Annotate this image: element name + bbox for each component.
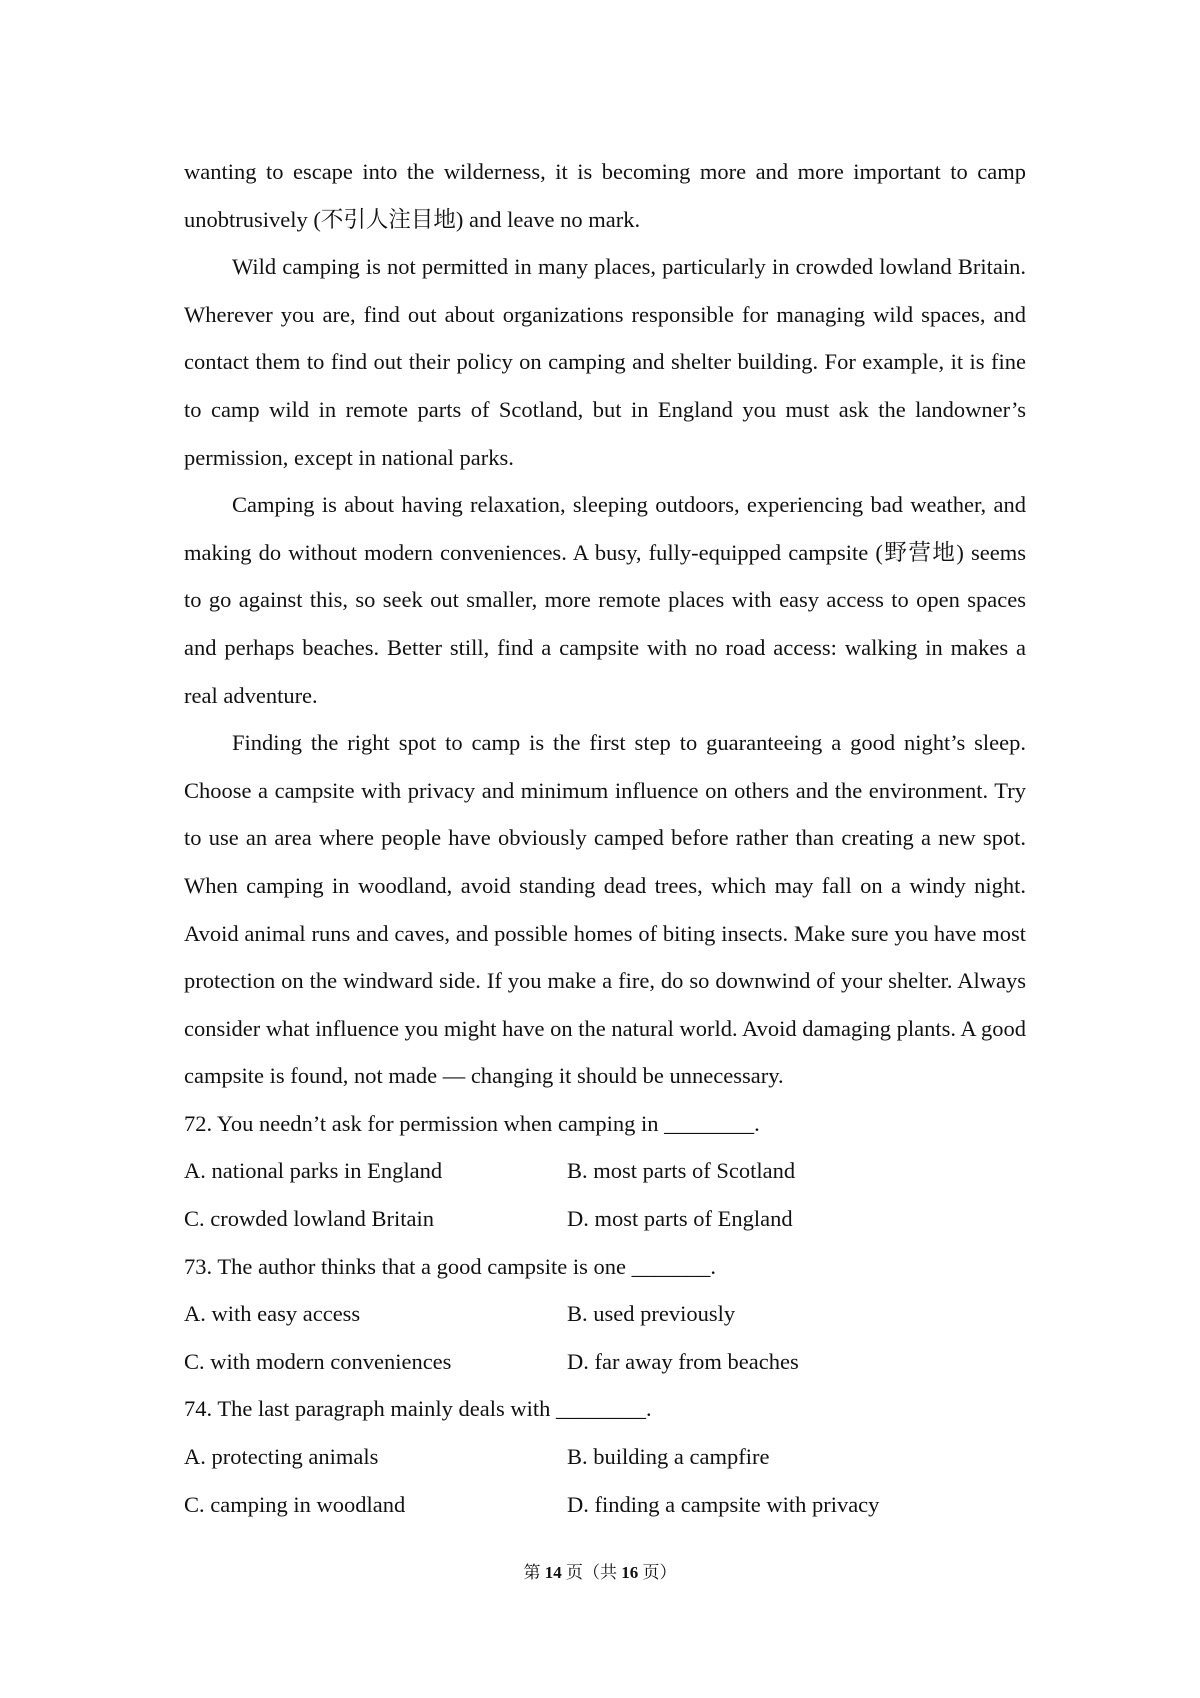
options-row [184, 1290, 1026, 1338]
footer-prefix: 第 [523, 1563, 541, 1582]
passage-paragraph-4: Finding the right spot to camp is the first step to guaranteeing a good night’s sleep. Choose a campsite with privacy and minimum influence on others and the environment. Try to use an area where people have obviously camped before rather than creating a new spot. When camping in woodland, avoid standing dead trees, which may fall on a windy night. Avoid animal runs and caves, and possible homes of biting insects. Make sure you have most protection on the windward side. If you make a fire, do so downwind of your shelter. Always consider what influence you might have on the natural world. Avoid damaging plants. A good campsite is found, not made — changing it should be unnecessary. [184, 730, 1026, 1089]
options-row [184, 1481, 1026, 1529]
option-a: A. with easy access [184, 1301, 361, 1327]
question-options [184, 1290, 1026, 1385]
option-d: D. most parts of England [567, 1206, 793, 1232]
page-footer [0, 1561, 1200, 1585]
options-row [184, 1195, 1026, 1243]
options-row [184, 1147, 1026, 1195]
option-c: C. with modern conveniences [184, 1348, 452, 1374]
question-stem: 73. The author thinks that a good campsite is one _______. [184, 1253, 717, 1279]
options-row [184, 1433, 1026, 1481]
option-c: C. crowded lowland Britain [184, 1206, 434, 1232]
question-options [184, 1433, 1026, 1528]
question-stem: 74. The last paragraph mainly deals with ________. [184, 1396, 652, 1422]
current-page-number: 14 [544, 1563, 562, 1582]
options-row [184, 1338, 1026, 1386]
question-73 [184, 1243, 1026, 1386]
passage-paragraph-1: wanting to escape into the wilderness, it is becoming more and more important to camp unobtrusively (不引人注目地) and leave no mark. [184, 159, 1026, 232]
option-d: D. finding a campsite with privacy [567, 1491, 880, 1517]
option-a: A. national parks in England [184, 1158, 443, 1184]
footer-suffix: 页） [642, 1563, 677, 1582]
footer-middle: 页（共 [566, 1563, 617, 1582]
question-stem: 72. You needn’t ask for permission when camping in ________. [184, 1110, 760, 1136]
question-74 [184, 1385, 1026, 1528]
total-page-number: 16 [621, 1563, 639, 1582]
option-b: B. used previously [567, 1301, 736, 1327]
option-a: A. protecting animals [184, 1444, 379, 1470]
option-b: B. building a campfire [567, 1444, 770, 1470]
page-content [184, 148, 1026, 1528]
option-b: B. most parts of Scotland [567, 1158, 796, 1184]
passage-paragraph-2: Wild camping is not permitted in many places, particularly in crowded lowland Britain. Wherever you are, find out about organizations responsible for managing wild spaces, and contact them to find out their policy on camping and shelter building. For example, it is fine to camp wild in remote parts of Scotland, but in England you must ask the landowner’s permission, except in national parks. [184, 254, 1026, 470]
question-options [184, 1147, 1026, 1242]
question-72 [184, 1100, 1026, 1243]
option-d: D. far away from beaches [567, 1348, 799, 1374]
option-c: C. camping in woodland [184, 1491, 406, 1517]
passage-paragraph-3: Camping is about having relaxation, sleeping outdoors, experiencing bad weather, and making do without modern conveniences. A busy, fully-equipped campsite (野营地) seems to go against this, so seek out smaller, more remote places with easy access to open spaces and perhaps beaches. Better still, find a campsite with no road access: walking in makes a real adventure. [184, 492, 1026, 708]
